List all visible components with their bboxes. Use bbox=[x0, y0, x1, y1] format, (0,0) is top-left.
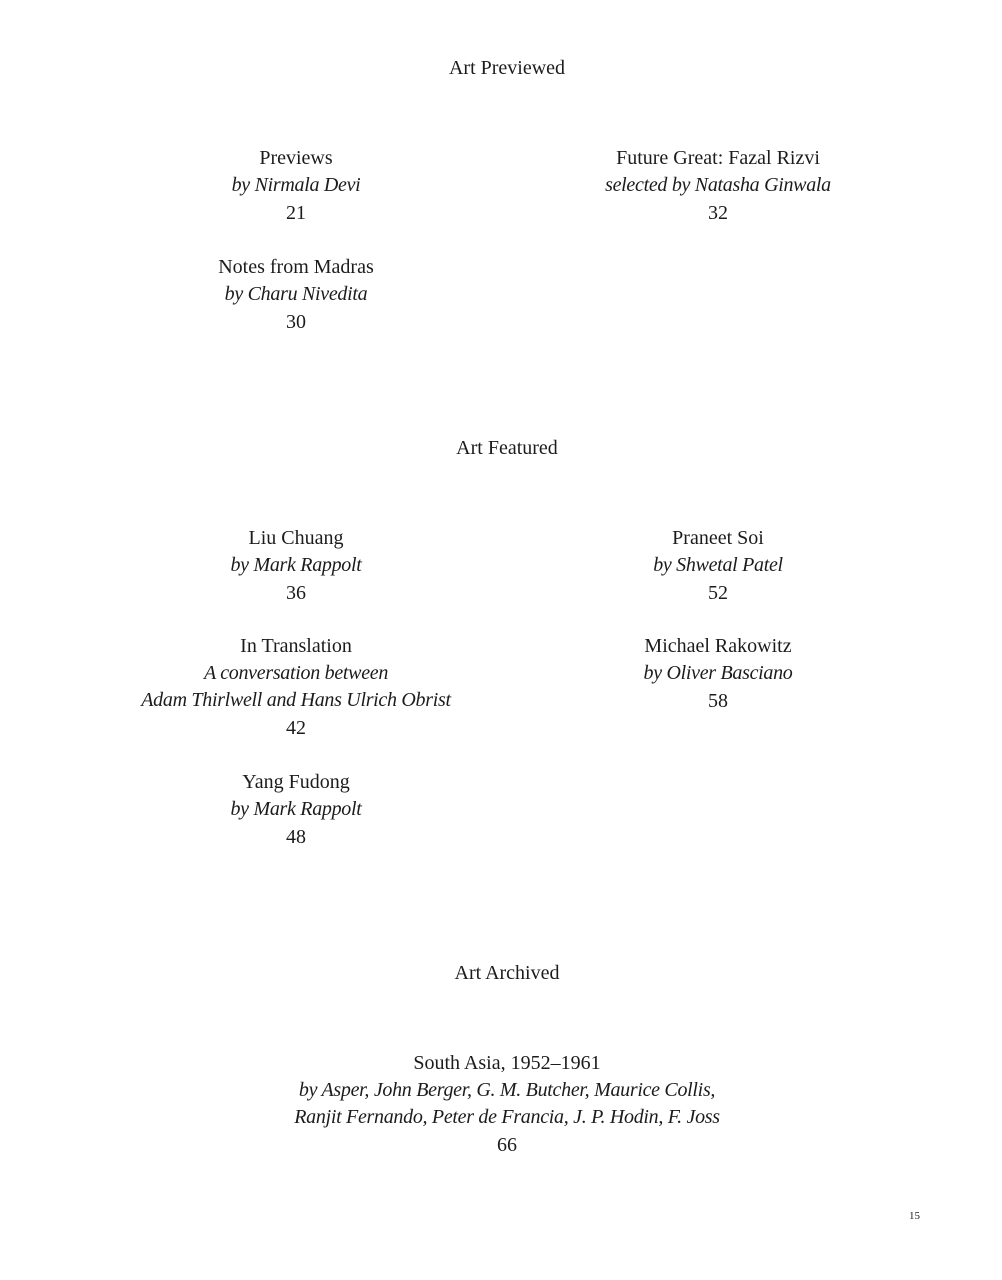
entry-title[interactable]: Praneet Soi bbox=[672, 527, 764, 549]
entry-page-number: 42 bbox=[286, 717, 306, 739]
entry-byline: Adam Thirlwell and Hans Ulrich Obrist bbox=[141, 689, 451, 711]
entry-byline: by Shwetal Patel bbox=[653, 554, 783, 576]
section-heading-art-archived: Art Archived bbox=[454, 962, 560, 984]
entry-page-number: 58 bbox=[708, 690, 728, 712]
entry-title[interactable]: South Asia, 1952–1961 bbox=[413, 1052, 601, 1074]
entry-byline: by Oliver Basciano bbox=[643, 662, 793, 684]
entry-title[interactable]: Previews bbox=[259, 147, 333, 169]
entry-byline: by Mark Rappolt bbox=[230, 798, 362, 820]
entry-title[interactable]: In Translation bbox=[240, 635, 352, 657]
entry-page-number: 48 bbox=[286, 826, 306, 848]
section-heading-art-previewed: Art Previewed bbox=[448, 57, 566, 79]
entry-title[interactable]: Liu Chuang bbox=[248, 527, 344, 549]
entry-title[interactable]: Future Great: Fazal Rizvi bbox=[616, 147, 820, 169]
section-heading-art-featured: Art Featured bbox=[456, 437, 558, 459]
entry-title[interactable]: Yang Fudong bbox=[242, 771, 350, 793]
entry-page-number: 30 bbox=[286, 311, 306, 333]
entry-page-number: 52 bbox=[708, 582, 728, 604]
entry-byline: by Asper, John Berger, G. M. Butcher, Maurice Collis, bbox=[298, 1079, 716, 1101]
entry-byline: by Mark Rappolt bbox=[230, 554, 362, 576]
entry-byline: Ranjit Fernando, Peter de Francia, J. P. Hodin, F. Joss bbox=[294, 1106, 720, 1128]
entry-page-number: 36 bbox=[286, 582, 306, 604]
entry-byline: by Charu Nivedita bbox=[224, 283, 368, 305]
entry-title[interactable]: Michael Rakowitz bbox=[644, 635, 792, 657]
entry-byline: by Nirmala Devi bbox=[231, 174, 361, 196]
entry-page-number: 32 bbox=[708, 202, 728, 224]
entry-byline: A conversation between bbox=[203, 662, 389, 684]
entry-page-number: 66 bbox=[497, 1134, 517, 1156]
page-number: 15 bbox=[909, 1210, 920, 1222]
entry-byline: selected by Natasha Ginwala bbox=[605, 174, 831, 196]
entry-title[interactable]: Notes from Madras bbox=[218, 256, 374, 278]
entry-page-number: 21 bbox=[286, 202, 306, 224]
